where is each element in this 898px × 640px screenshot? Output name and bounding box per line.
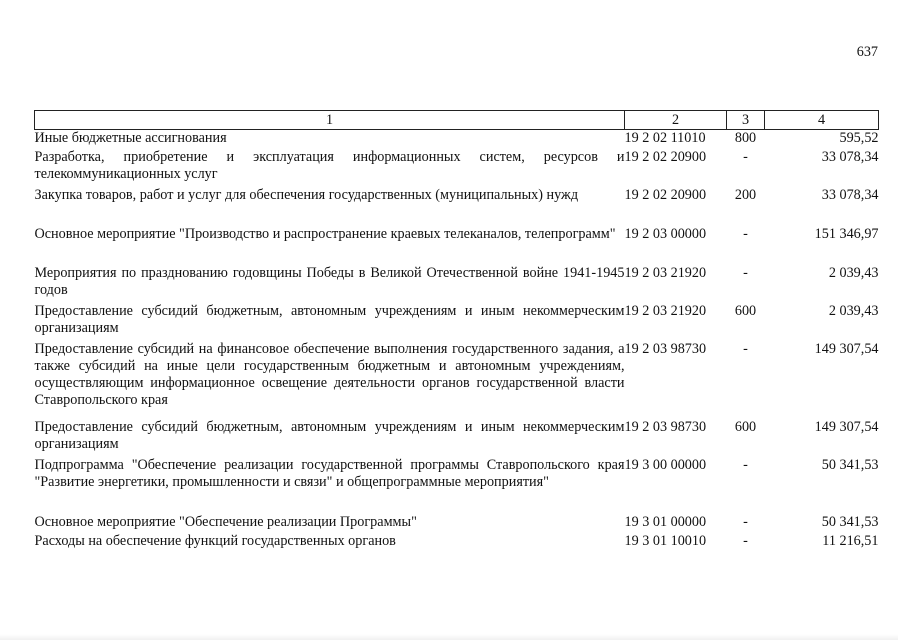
row-amount: 50 341,53 (821, 456, 879, 473)
row-code: 19 3 01 00000 (624, 513, 707, 530)
row-name: Предоставление субсидий на финансовое обеспечение выполнения государственного задания, а также субсидий на иные цели государственным бюджетным и автономным учреждениям, осуществляющим информационное освещение деятельности органов государственной власти Ставропольского края (34, 340, 625, 408)
table-row (35, 226, 879, 265)
row-code: 19 2 03 21920 (624, 264, 707, 281)
table-row (35, 187, 879, 226)
row-type: - (743, 456, 748, 473)
header-col-3: 3 (727, 111, 765, 130)
table-row (35, 265, 879, 303)
row-name: Подпрограмма "Обеспечение реализации государственной программы Ставропольского края "Развитие энергетики, промышленности и связи" и общепрограммные мероприятия" (34, 456, 625, 490)
row-amount: 595,52 (839, 130, 879, 146)
row-name: Основное мероприятие "Производство и распространение краевых телеканалов, телепрограмм" (34, 225, 616, 242)
table-row (35, 419, 879, 457)
table-row (35, 303, 879, 341)
table-row (35, 457, 879, 514)
header-col-2: 2 (625, 111, 727, 130)
row-amount: 33 078,34 (821, 148, 879, 165)
row-type: 600 (734, 418, 757, 435)
row-code: 19 2 02 20900 (624, 148, 707, 165)
row-amount: 50 341,53 (821, 513, 879, 530)
row-amount: 151 346,97 (814, 225, 879, 242)
row-amount: 2 039,43 (828, 302, 879, 319)
row-name: Разработка, приобретение и эксплуатация информационных систем, ресурсов и телекоммуникационных услуг (34, 148, 625, 182)
table-row (35, 533, 879, 552)
row-code: 19 3 00 00000 (624, 456, 707, 473)
row-amount: 11 216,51 (822, 532, 879, 549)
row-type: - (743, 513, 748, 530)
header-col-1: 1 (35, 111, 625, 130)
row-type: 600 (734, 302, 757, 319)
page-number: 637 (856, 44, 878, 60)
row-name: Предоставление субсидий бюджетным, автономным учреждениям и иным некоммерческим организациям (34, 302, 625, 336)
table-row (35, 341, 879, 419)
row-name: Предоставление субсидий бюджетным, автономным учреждениям и иным некоммерческим организациям (34, 418, 625, 452)
row-type: - (743, 225, 748, 242)
row-code: 19 2 03 98730 (624, 340, 707, 357)
row-type: - (743, 340, 748, 357)
table-row (35, 149, 879, 187)
row-amount: 149 307,54 (814, 418, 879, 435)
scan-edge (0, 634, 898, 640)
row-type: - (743, 532, 748, 549)
budget-table (34, 110, 879, 552)
row-name: Расходы на обеспечение функций государственных органов (34, 532, 396, 549)
row-code: 19 2 03 00000 (624, 225, 707, 242)
header-row (35, 111, 879, 130)
header-col-4: 4 (765, 111, 879, 130)
row-code: 19 2 03 98730 (624, 418, 707, 435)
row-name: Основное мероприятие "Обеспечение реализации Программы" (34, 513, 417, 530)
row-type: 800 (734, 130, 757, 146)
row-code: 19 2 03 21920 (624, 302, 707, 319)
row-amount: 149 307,54 (814, 340, 879, 357)
row-name: Закупка товаров, работ и услуг для обеспечения государственных (муниципальных) нужд (34, 186, 579, 203)
row-type: 200 (734, 186, 757, 203)
table-row (35, 514, 879, 533)
row-code: 19 2 02 11010 (624, 130, 706, 146)
row-name: Мероприятия по празднованию годовщины Победы в Великой Отечественной войне 1941-1945 годов (34, 264, 625, 298)
row-amount: 2 039,43 (828, 264, 879, 281)
row-code: 19 3 01 10010 (624, 532, 707, 549)
row-type: - (743, 264, 748, 281)
row-amount: 33 078,34 (821, 186, 879, 203)
row-name: Иные бюджетные ассигнования (34, 130, 227, 146)
table-row (35, 130, 879, 149)
row-type: - (743, 148, 748, 165)
row-code: 19 2 02 20900 (624, 186, 707, 203)
